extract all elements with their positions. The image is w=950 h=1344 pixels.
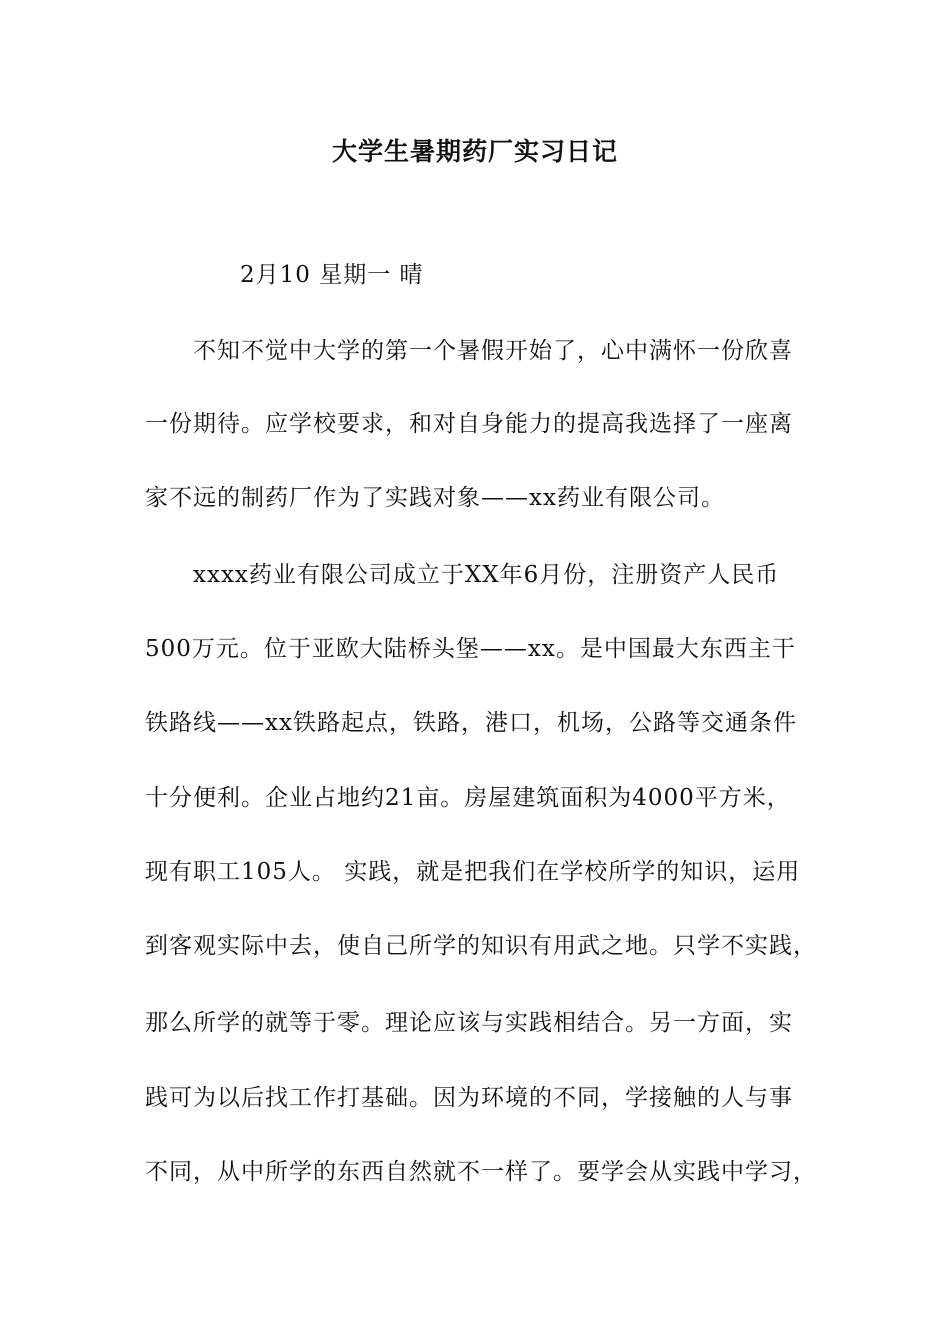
body-line-12: 不同，从中所学的东西自然就不一样了。要学会从实践中学习， (145, 1159, 817, 1185)
body-line-8: 现有职工105人。 实践，就是把我们在学校所学的知识，运用 (145, 859, 801, 885)
body-line-5: 500万元。位于亚欧大陆桥头堡——xx。是中国最大东西主干 (145, 636, 796, 662)
body-line-9: 到客观实际中去，使自己所学的知识有用武之地。只学不实践， (145, 933, 817, 959)
body-line-11: 践可为以后找工作打基础。因为环境的不同，学接触的人与事 (145, 1085, 793, 1111)
body-line-3: 家不远的制药厂作为了实践对象——xx药业有限公司。 (145, 485, 725, 511)
body-line-2: 一份期待。应学校要求，和对自身能力的提高我选择了一座离 (145, 411, 793, 437)
body-line-6: 铁路线——xx铁路起点，铁路，港口，机场，公路等交通条件 (145, 710, 797, 736)
body-line-4: xxxx药业有限公司成立于XX年6月份，注册资产人民币 (193, 562, 780, 588)
body-line-1: 不知不觉中大学的第一个暑假开始了，心中满怀一份欣喜 (193, 338, 793, 364)
body-line-10: 那么所学的就等于零。理论应该与实践相结合。另一方面，实 (145, 1010, 793, 1036)
diary-date-line: 2月10 星期一 晴 (240, 262, 424, 288)
document-title: 大学生暑期药厂实习日记 (331, 137, 618, 166)
body-line-7: 十分便利。企业占地约21亩。房屋建筑面积为4000平方米， (145, 785, 791, 811)
